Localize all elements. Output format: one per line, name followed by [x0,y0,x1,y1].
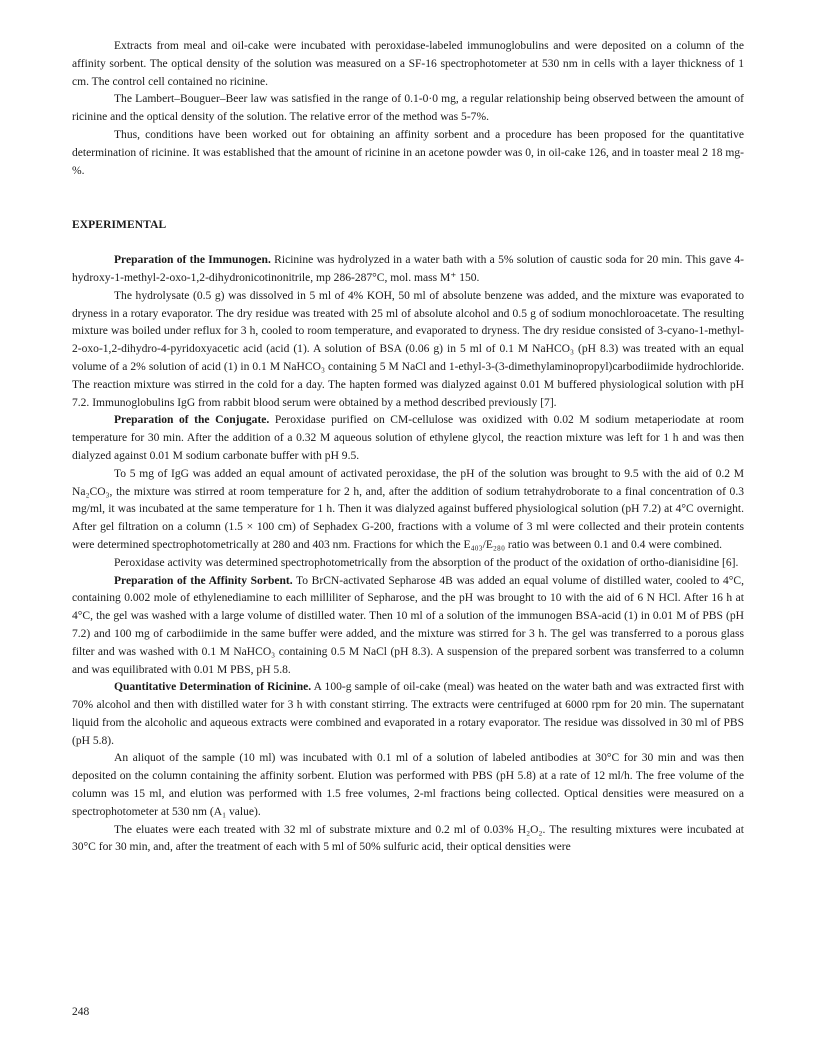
paragraph-affinity-sorbent [72,573,744,680]
paragraph-text: To BrCN-activated Sepharose 4B was added an equal volume of distilled water, cooled to 4°C, containing 0.002 mole of ethylenediamine to each milliliter of Sepharose, and the pH was brought to 10 with the aid of 6 N HCl. After 16 h at 4°C, the gel was washed with a large volume of distilled water. Then 10 ml of a solution of the immunogen BSA-acid (1) in 0.01 M of PBS (pH 7.2) and 100 mg of carbodiimide in the same buffer were added, and the mixture was stirred for 3 h. The gel was transferred to a porous glass filter and was washed with 0.1 M NaHCO₃ containing 0.5 M NaCl (pH 8.3). A suspension of the prepared sorbent was transferred to a column and was equilibrated with 0.01 M PBS, pH 5.8. [72,574,744,676]
section-heading-experimental: EXPERIMENTAL [72,219,167,232]
paragraph-text: The eluates were each treated with 32 ml of substrate mixture and 0.2 ml of 0.03% H₂O₂. The resulting mixtures were incubated at 30°C for 30 min, and, after the treatment of each with 5 ml of 50% sulfuric acid, their optical densities were [72,823,744,854]
paragraph-text: A 100-g sample of oil-cake (meal) was heated on the water bath and was extracted first with 70% alcohol and then with distilled water for 3 h with constant stirring. The extracts were centrifuged at 6000 rpm for 20 min. The supernatant liquid from the alcoholic and aqueous extracts were combined and evaporated in a rotary evaporator. The residue was dissolved in 30 ml of PBS (pH 5.8). [72,681,745,747]
paragraph-peroxidase-activity [72,555,744,573]
run-in-title-quantitative: Quantitative Determination of Ricinine. [114,681,312,694]
text-column [72,38,744,857]
paragraph-text: Peroxidase purified on CM-cellulose was oxidized with 0.02 M sodium metaperiodate at room temperature for 30 min. After the addition of a 0.32 M aqueous solution of ethylene glycol, the reaction mixture was left for 1 h and was then dialyzed against 0.01 M sodium carbonate buffer with pH 9.5. [72,414,744,462]
paragraph-text: To 5 mg of IgG was added an equal amount of activated peroxidase, the pH of the solution was brought to 9.5 with the aid of 0.2 M Na₂CO₃, the mixture was stirred at room temperature for 2 h, and, after the addition of sodium tetrahydroborate to a final concentration of 0.3 mg/ml, it was incubated at the same temperature for 1 h. Then it was dialyzed against buffered physiological solution (pH 7.2) at 4°C overnight. After gel filtration on a column (1.5 × 100 cm) of Sephadex G-200, fractions with a volume of 3 ml were collected and their protein contents were determined spectrophotometrically at 280 and 403 nm. Fractions for which the E₄₀₃/E₂₈₀ ratio was between 0.1 and 0.4 were combined. [72,467,744,551]
paragraph-text: Peroxidase activity was determined spectrophotometrically from the absorption of the product of the oxidation of ortho-dianisidine [6]. [114,556,739,569]
paragraph-text: Ricinine was hydrolyzed in a water bath with a 5% solution of caustic soda for 20 min. This gave 4-hydroxy-1-methyl-2-oxo-1,2-dihydronicotinonitrile, mp 286-287°C, mol. mass M⁺ 150. [72,254,744,284]
paragraph-immunogen [72,252,744,288]
intro-paragraph-2: The Lambert–Bouguer–Beer law was satisfied in the range of 0.1-0·0 mg, a regular relationship being observed between the amount of ricinine and the optical density of the solution. The relative error of the method was 5-7%. [72,93,744,124]
paragraph-eluates [72,822,744,858]
run-in-title-conjugate: Preparation of the Conjugate. [114,414,270,427]
intro-paragraph-3: Thus, conditions have been worked out for obtaining an affinity sorbent and a procedure has been proposed for the quantitative determination of ricinine. It was established that the amount of ricinine in an acetone powder was 0, in oil-cake 126, and in toaster meal 2 18 mg-%. [72,128,744,177]
paragraph-quantitative [72,679,744,750]
paragraph-text: The hydrolysate (0.5 g) was dissolved in 5 ml of 4% KOH, 50 ml of absolute benzene was added, and the mixture was evaporated to dryness in a rotary evaporator. The dry residue was treated with 25 ml of absolute alcohol and 0.5 g of sodium monochloroacetate. The resulting mixture was boiled under reflux for 3 h, cooled to room temperature, and evaporated to dryness. The dry residue consisted of 3-cyano-1-methyl-2-oxo-1,2-dihydro-4-pyridoxyacetic acid (acid (1). A solution of BSA (0.06 g) in 5 ml of 0.1 M NaHCO₃ (pH 8.3) was treated with an equal volume of a 2% solution of acid (1) in 0.1 M NaHCO₃ containing 5 M NaCl and 1-ethyl-3-(3-dimethylaminopropyl)carbodiimide hydrochloride. The reaction mixture was stirred in the cold for a day. The hapten formed was dialyzed against 0.01 M buffered physiological solution with pH 7.2. Immunoglobulins IgG from rabbit blood serum were obtained by a method described previously [7]. [72,289,744,409]
paragraph-aliquot [72,750,744,821]
intro-paragraph-1: Extracts from meal and oil-cake were incubated with peroxidase-labeled immunoglobulins and were deposited on a column of the affinity sorbent. The optical density of the solution was measured on a SF-16 spectrophotometer at 530 nm in cells with a layer thickness of 1 cm. The control cell contained no ricinine. [72,40,744,88]
paragraph-text: An aliquot of the sample (10 ml) was incubated with 0.1 ml of a solution of labeled antibodies at 30°C for 30 min and was then deposited on the column containing the affinity sorbent. Elution was performed with PBS (pH 5.8) at a rate of 12 ml/h. The free volume of the column was 15 ml, and elution was performed with 1.5 free volumes, 2-ml fractions being collected. Optical densities were measured on a spectrophotometer at 530 nm (A₁ value). [72,752,744,818]
paragraph-conjugate [72,412,744,465]
paragraph-igg [72,466,744,555]
paragraph-hydrolysate [72,288,744,413]
page-number: 248 [72,1006,90,1018]
run-in-title-immunogen: Preparation of the Immunogen. [114,254,271,267]
run-in-title-affinity-sorbent: Preparation of the Affinity Sorbent. [114,574,293,587]
